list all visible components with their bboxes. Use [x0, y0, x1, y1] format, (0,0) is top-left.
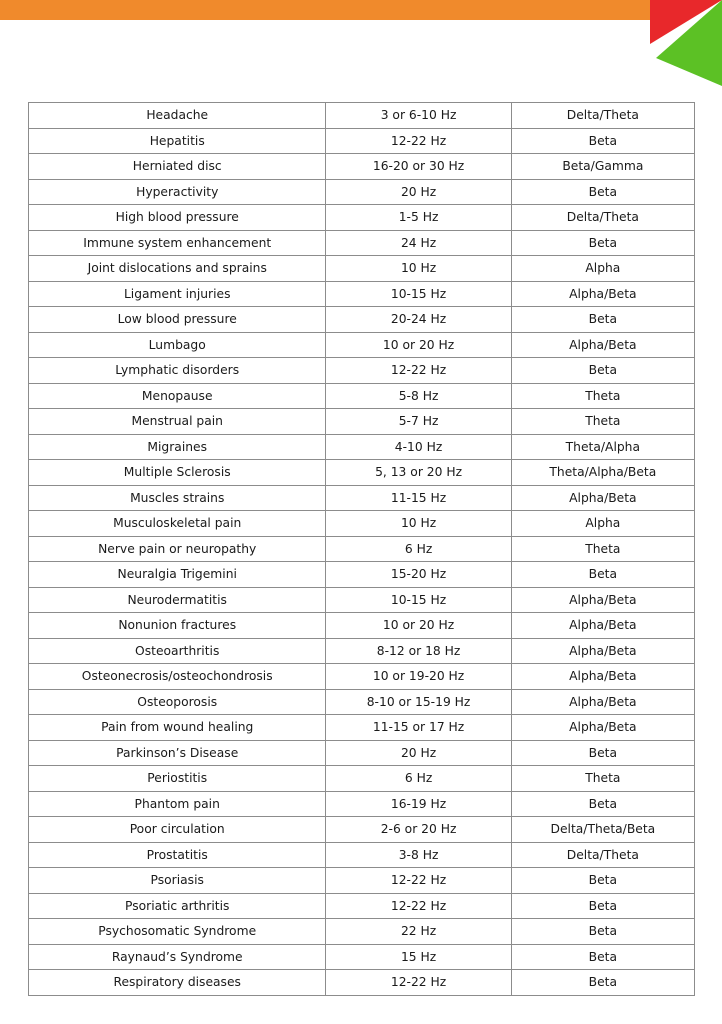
table-row [29, 740, 695, 766]
brainwave-cell: Beta [511, 179, 694, 205]
frequency-table [28, 102, 695, 996]
frequency-cell: 3-8 Hz [326, 842, 511, 868]
brainwave-cell: Alpha/Beta [511, 638, 694, 664]
brainwave-cell: Alpha/Beta [511, 485, 694, 511]
condition-cell: Ligament injuries [29, 281, 326, 307]
condition-cell: Hepatitis [29, 128, 326, 154]
frequency-cell: 15 Hz [326, 944, 511, 970]
condition-cell: Pain from wound healing [29, 715, 326, 741]
frequency-cell: 12-22 Hz [326, 358, 511, 384]
brainwave-cell: Alpha/Beta [511, 587, 694, 613]
brand-logo-icon [650, 0, 722, 86]
brainwave-cell: Beta [511, 128, 694, 154]
brainwave-cell: Alpha/Beta [511, 332, 694, 358]
brainwave-cell: Beta [511, 944, 694, 970]
brainwave-cell: Alpha/Beta [511, 715, 694, 741]
table-row [29, 919, 695, 945]
frequency-cell: 20 Hz [326, 179, 511, 205]
table-row [29, 791, 695, 817]
frequency-cell: 22 Hz [326, 919, 511, 945]
frequency-cell: 3 or 6-10 Hz [326, 103, 511, 129]
condition-cell: Neuralgia Trigemini [29, 562, 326, 588]
brainwave-cell: Beta [511, 358, 694, 384]
table-row [29, 868, 695, 894]
brainwave-cell: Beta [511, 740, 694, 766]
table-row [29, 460, 695, 486]
table-row [29, 434, 695, 460]
frequency-cell: 4-10 Hz [326, 434, 511, 460]
condition-cell: Joint dislocations and sprains [29, 256, 326, 282]
frequency-cell: 2-6 or 20 Hz [326, 817, 511, 843]
table-row [29, 689, 695, 715]
condition-cell: Immune system enhancement [29, 230, 326, 256]
brainwave-cell: Alpha/Beta [511, 613, 694, 639]
condition-cell: Nonunion fractures [29, 613, 326, 639]
frequency-cell: 8-12 or 18 Hz [326, 638, 511, 664]
table-row [29, 205, 695, 231]
table-row [29, 664, 695, 690]
table-row [29, 842, 695, 868]
frequency-cell: 12-22 Hz [326, 970, 511, 996]
condition-cell: Psoriatic arthritis [29, 893, 326, 919]
table-row [29, 230, 695, 256]
brainwave-cell: Beta/Gamma [511, 154, 694, 180]
frequency-cell: 5, 13 or 20 Hz [326, 460, 511, 486]
condition-cell: Hyperactivity [29, 179, 326, 205]
brainwave-cell: Delta/Theta [511, 205, 694, 231]
frequency-cell: 10-15 Hz [326, 587, 511, 613]
frequency-cell: 11-15 Hz [326, 485, 511, 511]
condition-cell: Osteoarthritis [29, 638, 326, 664]
frequency-cell: 10 or 20 Hz [326, 332, 511, 358]
brainwave-cell: Theta/Alpha/Beta [511, 460, 694, 486]
brainwave-cell: Theta [511, 536, 694, 562]
frequency-cell: 12-22 Hz [326, 868, 511, 894]
brainwave-cell: Alpha/Beta [511, 689, 694, 715]
condition-cell: Lumbago [29, 332, 326, 358]
brainwave-cell: Beta [511, 970, 694, 996]
table-row [29, 485, 695, 511]
condition-cell: Low blood pressure [29, 307, 326, 333]
frequency-cell: 16-20 or 30 Hz [326, 154, 511, 180]
table-row [29, 817, 695, 843]
table-row [29, 154, 695, 180]
table-row [29, 944, 695, 970]
condition-cell: Multiple Sclerosis [29, 460, 326, 486]
frequency-cell: 5-8 Hz [326, 383, 511, 409]
table-row [29, 715, 695, 741]
brainwave-cell: Beta [511, 919, 694, 945]
frequency-cell: 16-19 Hz [326, 791, 511, 817]
table-row [29, 613, 695, 639]
table-row [29, 128, 695, 154]
frequency-cell: 12-22 Hz [326, 128, 511, 154]
frequency-cell: 20 Hz [326, 740, 511, 766]
condition-cell: Musculoskeletal pain [29, 511, 326, 537]
frequency-cell: 10 Hz [326, 511, 511, 537]
condition-cell: Respiratory diseases [29, 970, 326, 996]
condition-cell: Poor circulation [29, 817, 326, 843]
brainwave-cell: Beta [511, 893, 694, 919]
table-row [29, 511, 695, 537]
table-row [29, 307, 695, 333]
header-accent-bar [0, 0, 660, 20]
table-row [29, 383, 695, 409]
condition-cell: Menstrual pain [29, 409, 326, 435]
brainwave-cell: Alpha [511, 256, 694, 282]
table-row [29, 332, 695, 358]
brainwave-cell: Beta [511, 791, 694, 817]
frequency-cell: 6 Hz [326, 536, 511, 562]
brainwave-cell: Delta/Theta/Beta [511, 817, 694, 843]
brainwave-cell: Delta/Theta [511, 842, 694, 868]
table-row [29, 638, 695, 664]
condition-cell: Periostitis [29, 766, 326, 792]
condition-cell: Psychosomatic Syndrome [29, 919, 326, 945]
frequency-cell: 10-15 Hz [326, 281, 511, 307]
frequency-cell: 8-10 or 15-19 Hz [326, 689, 511, 715]
brainwave-cell: Theta/Alpha [511, 434, 694, 460]
condition-cell: Neurodermatitis [29, 587, 326, 613]
frequency-cell: 5-7 Hz [326, 409, 511, 435]
condition-cell: Osteonecrosis/osteochondrosis [29, 664, 326, 690]
table-row [29, 281, 695, 307]
brainwave-cell: Theta [511, 766, 694, 792]
frequency-cell: 15-20 Hz [326, 562, 511, 588]
table-row [29, 409, 695, 435]
condition-cell: High blood pressure [29, 205, 326, 231]
frequency-cell: 24 Hz [326, 230, 511, 256]
brainwave-cell: Beta [511, 562, 694, 588]
brainwave-cell: Beta [511, 230, 694, 256]
brainwave-cell: Theta [511, 409, 694, 435]
condition-cell: Nerve pain or neuropathy [29, 536, 326, 562]
condition-cell: Headache [29, 103, 326, 129]
condition-cell: Migraines [29, 434, 326, 460]
table-row [29, 358, 695, 384]
frequency-cell: 20-24 Hz [326, 307, 511, 333]
condition-cell: Lymphatic disorders [29, 358, 326, 384]
condition-cell: Osteoporosis [29, 689, 326, 715]
table-row [29, 562, 695, 588]
table-row [29, 103, 695, 129]
condition-cell: Parkinson’s Disease [29, 740, 326, 766]
table-row [29, 893, 695, 919]
table-row [29, 536, 695, 562]
table-row [29, 256, 695, 282]
frequency-cell: 11-15 or 17 Hz [326, 715, 511, 741]
frequency-cell: 10 or 20 Hz [326, 613, 511, 639]
table-row [29, 179, 695, 205]
table-row [29, 587, 695, 613]
frequency-cell: 10 Hz [326, 256, 511, 282]
brainwave-cell: Alpha [511, 511, 694, 537]
condition-cell: Psoriasis [29, 868, 326, 894]
table-row [29, 970, 695, 996]
brainwave-cell: Beta [511, 307, 694, 333]
brainwave-cell: Alpha/Beta [511, 664, 694, 690]
condition-cell: Muscles strains [29, 485, 326, 511]
frequency-cell: 12-22 Hz [326, 893, 511, 919]
brainwave-cell: Alpha/Beta [511, 281, 694, 307]
condition-cell: Phantom pain [29, 791, 326, 817]
condition-cell: Raynaud’s Syndrome [29, 944, 326, 970]
condition-cell: Menopause [29, 383, 326, 409]
brainwave-cell: Theta [511, 383, 694, 409]
table-row [29, 766, 695, 792]
condition-cell: Prostatitis [29, 842, 326, 868]
condition-cell: Herniated disc [29, 154, 326, 180]
frequency-table-body [29, 103, 695, 996]
frequency-cell: 6 Hz [326, 766, 511, 792]
brainwave-cell: Beta [511, 868, 694, 894]
brainwave-cell: Delta/Theta [511, 103, 694, 129]
frequency-cell: 10 or 19-20 Hz [326, 664, 511, 690]
frequency-cell: 1-5 Hz [326, 205, 511, 231]
